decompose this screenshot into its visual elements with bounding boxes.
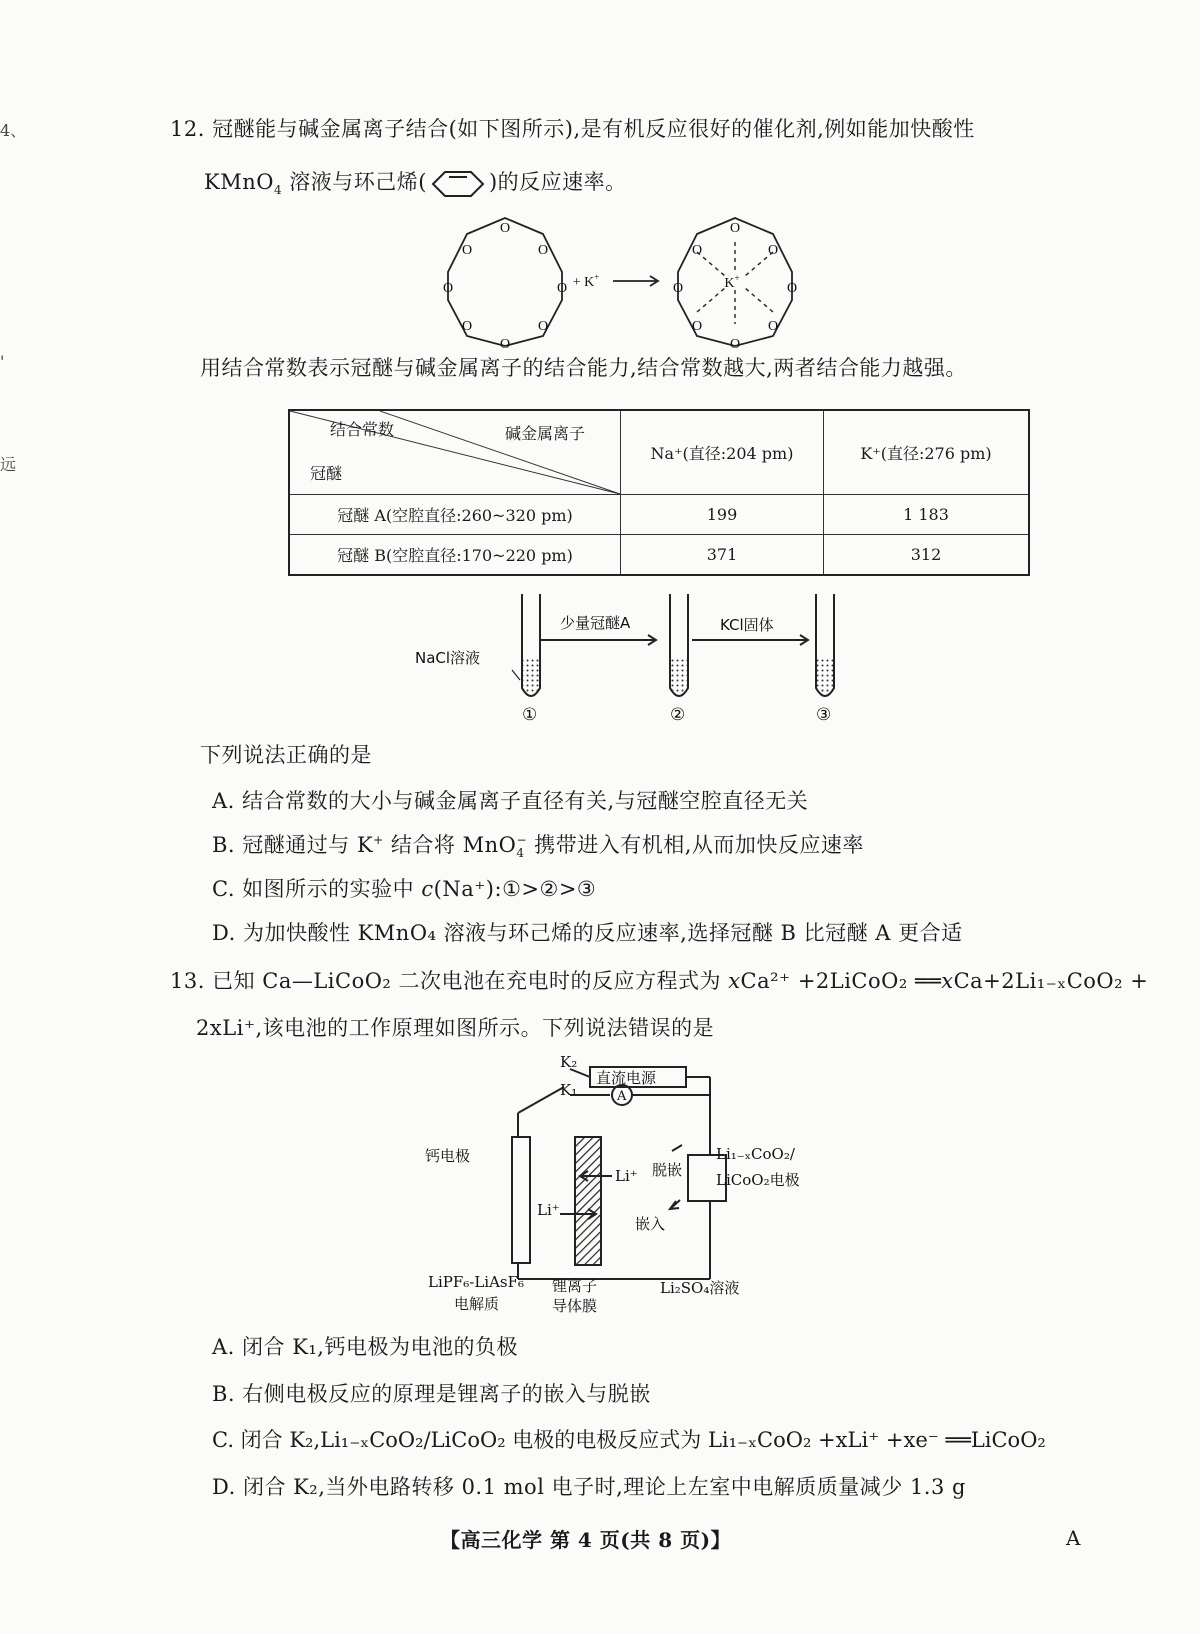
edge-mark: ' xyxy=(0,352,5,371)
table-row-name: 冠醚 A(空腔直径:260~320 pm) xyxy=(289,494,621,534)
oxygen-label: O xyxy=(499,221,511,236)
table-corner-right: 碱金属离子 xyxy=(505,424,586,443)
table-cell: 312 xyxy=(824,535,1030,576)
li2so4-label: Li₂SO₄溶液 xyxy=(660,1279,740,1297)
cyclohexene-structure xyxy=(427,168,489,200)
electrolyte-label-1: LiPF₆-LiAsF₆ xyxy=(428,1273,525,1291)
q12-line1: 12. 冠醚能与碱金属离子结合(如下图所示),是有机反应很好的催化剂,例如能加快酸性 xyxy=(170,117,975,141)
oxygen-label: O xyxy=(672,281,684,296)
page-footer: 【高三化学 第 4 页(共 8 页)】 xyxy=(440,1528,732,1552)
ammeter-label: A xyxy=(617,1089,627,1104)
membrane-label-2: 导体膜 xyxy=(552,1297,598,1315)
table-row-name: 冠醚 B(空腔直径:170~220 pm) xyxy=(289,535,621,576)
deintercalation-label: 脱嵌 xyxy=(652,1161,683,1179)
oxygen-label: O xyxy=(691,243,703,258)
q13-option-d: D. 闭合 K₂,当外电路转移 0.1 mol 电子时,理论上左室中电解质质量减少 1.3 g xyxy=(212,1475,966,1499)
paper-version: A xyxy=(1066,1526,1081,1550)
binding-constant-table xyxy=(288,409,1030,576)
k1-label: K₁ xyxy=(560,1081,578,1099)
q13-line1: 13. 已知 Ca—LiCoO₂ 二次电池在充电时的反应方程式为 xCa²⁺ +2LiCoO₂ ══xCa+2Li₁₋ₓCoO₂ + xyxy=(170,969,1149,993)
right-electrode-label-1: Li₁₋ₓCoO₂/ xyxy=(716,1145,795,1163)
oxygen-label: O xyxy=(461,243,473,258)
q13-line2: 2xLi⁺,该电池的工作原理如图所示。下列说法错误的是 xyxy=(196,1016,715,1040)
li-in-label: Li⁺ xyxy=(537,1201,560,1219)
q13-option-b: B. 右侧电极反应的原理是锂离子的嵌入与脱嵌 xyxy=(212,1382,651,1406)
q13-option-a: A. 闭合 K₁,钙电极为电池的负极 xyxy=(212,1335,518,1359)
oxygen-label: O xyxy=(767,243,779,258)
oxygen-label: O xyxy=(537,319,549,334)
nacl-solution-label: NaCl溶液 xyxy=(415,649,481,667)
membrane-label-1: 锂离子 xyxy=(552,1277,598,1295)
q13-option-c: C. 闭合 K₂,Li₁₋ₓCoO₂/LiCoO₂ 电极的电极反应式为 Li₁₋ₓCoO₂ +xLi⁺ +xe⁻ ══LiCoO₂ xyxy=(212,1428,1046,1452)
q12-option-d: D. 为加快酸性 KMnO₄ 溶液与环己烯的反应速率,选择冠醚 B 比冠醚 A 更合适 xyxy=(212,921,963,945)
test-tube-experiment xyxy=(415,588,880,748)
q12-option-c: C. 如图所示的实验中 c(Na⁺):①>②>③ xyxy=(212,877,597,901)
calcium-electrode-label: 钙电极 xyxy=(425,1147,471,1165)
oxygen-label: O xyxy=(537,243,549,258)
tube-label: ② xyxy=(670,705,686,725)
table-cell: 199 xyxy=(621,494,824,534)
oxygen-label: O xyxy=(786,281,798,296)
edge-mark: 4、 xyxy=(0,121,27,140)
k2-label: K₂ xyxy=(560,1053,578,1071)
table-corner-left: 冠醚 xyxy=(310,464,343,483)
oxygen-label: O xyxy=(461,319,473,334)
table-header-k: K⁺(直径:276 pm) xyxy=(824,410,1030,494)
table-corner-cell xyxy=(289,410,621,494)
oxygen-label: O xyxy=(691,319,703,334)
tube-label: ③ xyxy=(816,705,832,725)
q12-description: 用结合常数表示冠醚与碱金属离子的结合能力,结合常数越大,两者结合能力越强。 xyxy=(200,356,967,380)
edge-mark: 远 xyxy=(0,455,17,474)
oxygen-label: O xyxy=(556,281,568,296)
right-electrode-label-2: LiCoO₂电极 xyxy=(716,1171,800,1189)
intercalation-label: 嵌入 xyxy=(635,1215,666,1233)
table-header-na: Na⁺(直径:204 pm) xyxy=(621,410,824,494)
battery-diagram xyxy=(420,1053,840,1315)
oxygen-label: O xyxy=(729,221,741,236)
oxygen-label: O xyxy=(442,281,454,296)
arrow1-label: 少量冠醚A xyxy=(560,614,631,632)
table-corner-top: 结合常数 xyxy=(330,420,395,439)
plus-k-label: + K+ xyxy=(572,272,600,290)
q12-stem: 下列说法正确的是 xyxy=(200,743,372,767)
tube-label: ① xyxy=(522,705,538,725)
table-cell: 371 xyxy=(621,535,824,576)
electrolyte-label-2: 电解质 xyxy=(454,1295,500,1313)
q12-line2: KMnO$_4$ 溶液与环己烯( )的反应速率。 xyxy=(204,166,627,200)
oxygen-label: O xyxy=(499,337,511,352)
oxygen-label: O xyxy=(729,337,741,352)
q12-option-a: A. 结合常数的大小与碱金属离子直径有关,与冠醚空腔直径无关 xyxy=(212,789,809,813)
li-out-label: Li⁺ xyxy=(615,1167,638,1185)
crown-ether-scheme xyxy=(420,212,840,350)
oxygen-label: O xyxy=(767,319,779,334)
power-source-label: 直流电源 xyxy=(596,1069,657,1087)
table-cell: 1 183 xyxy=(824,494,1030,534)
arrow2-label: KCl固体 xyxy=(720,616,774,634)
q12-option-b: B. 冠醚通过与 K+ 结合将 MnO$_4$− 携带进入有机相,从而加快反应速率 xyxy=(212,833,864,861)
k-ion-center: K+ xyxy=(724,273,740,291)
